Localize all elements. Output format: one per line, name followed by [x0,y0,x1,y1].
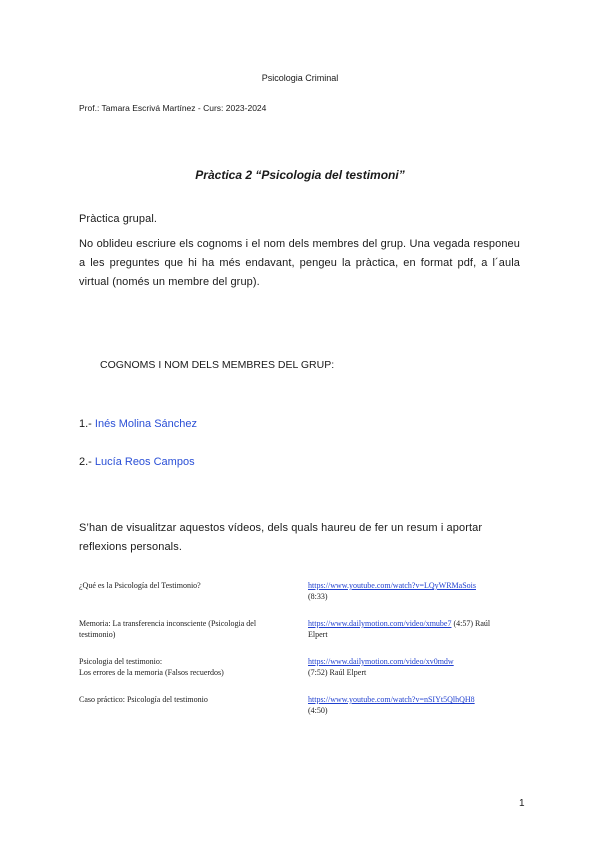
video-duration: Elpert [308,630,328,639]
member-name: Lucía Reos Campos [94,456,195,468]
video-title: Memoria: La transferencia inconsciente (Psicologia del testimonio) [79,619,257,639]
video-title: Caso práctico: Psicología del testimonio [79,695,208,704]
video-link[interactable]: https://www.dailymotion.com/video/xmube7 [308,619,452,628]
member-item [79,418,197,430]
video-row [79,694,490,732]
video-table [79,580,490,732]
video-link-cell [308,656,490,694]
video-duration: (8:33) [308,592,328,601]
group-note: Pràctica grupal. [79,213,158,225]
video-link[interactable]: https://www.dailymotion.com/video/xv0mdw [308,657,454,666]
member-number: 1.- [79,418,95,430]
video-link-cell [308,580,490,618]
video-row [79,618,490,656]
member-name: Inés Molina Sánchez [94,418,198,430]
members-heading: COGNOMS I NOM DELS MEMBRES DEL GRUP: [100,359,335,371]
professor-line: Prof.: Tamara Escrivá Martínez - Curs: 2023-2024 [79,103,267,113]
video-row [79,580,490,618]
video-link-cell [308,694,490,732]
video-row [79,656,490,694]
video-link[interactable]: https://www.youtube.com/watch?v=LQyWRMaSois [308,581,476,590]
video-duration: (7:52) Raúl Elpert [308,668,367,677]
video-duration: (4:50) [308,706,328,715]
course-title: Psicologia Criminal [261,73,339,83]
member-item [79,456,195,468]
member-number: 2.- [79,456,95,468]
video-link[interactable]: https://www.youtube.com/watch?v=nSIYt5QlhQH8 [308,695,475,704]
video-title: ¿Qué es la Psicología del Testimonio? [79,581,201,590]
instructions-paragraph: No oblideu escriure els cognoms i el nom dels membres del grup. Una vegada responeu a les preguntes que hi ha més endavant, pengeu la pràctica, en format pdf, a l´aula virtual (només un membre del grup). [79,238,520,288]
video-title: Psicologia del testimonio: Los errores de la memoria (Falsos recuerdos) [79,657,224,677]
practice-title: Pràctica 2 “Psicologia del testimoni” [195,168,405,182]
videos-intro: S’han de visualitzar aquestos vídeos, dels quals haureu de fer un resum i aportar reflexions personals. [79,522,483,553]
page-number: 1 [519,798,525,809]
video-link-cell: https://www.dailymotion.com/video/xmube7 (4:57) Raúl Elpert [308,619,491,639]
